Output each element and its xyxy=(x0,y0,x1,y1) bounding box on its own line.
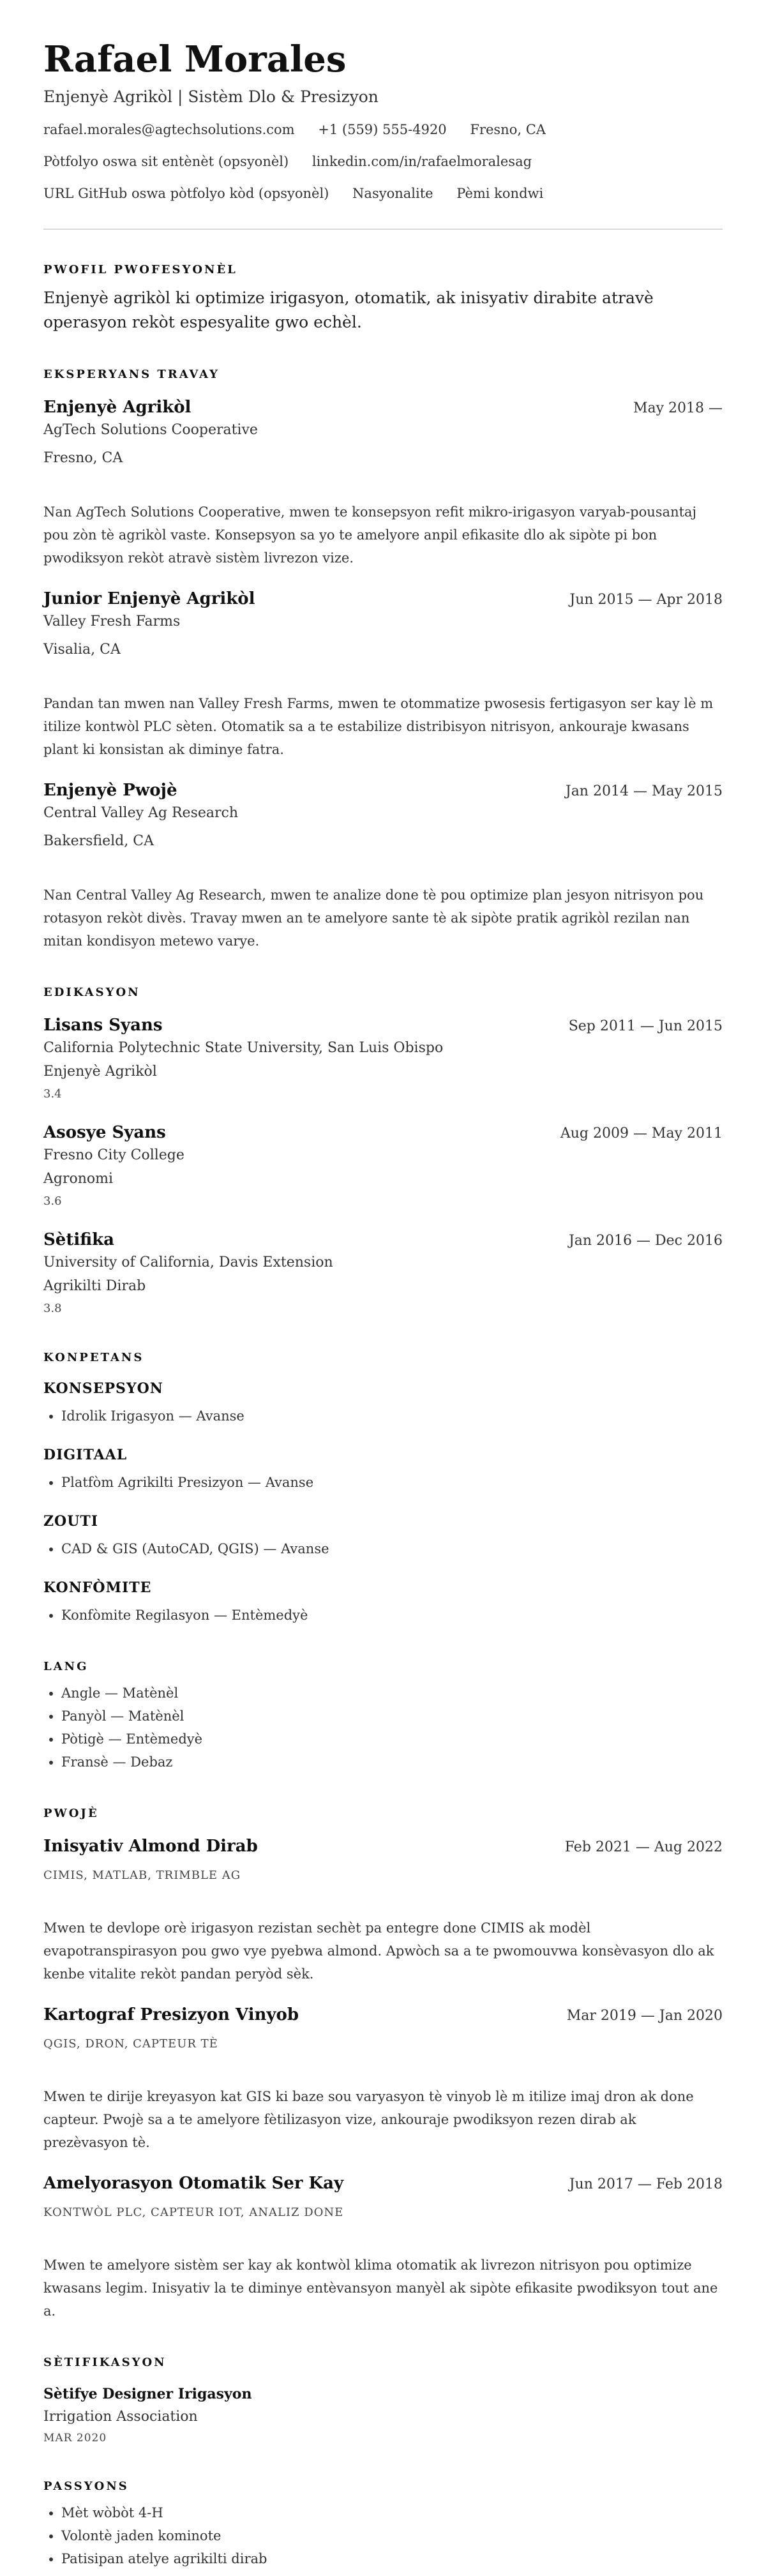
contact-location: Fresno, CA xyxy=(470,122,546,137)
project-description: Mwen te dirije kreyasyon kat GIS ki baze sou varyasyon tè vinyob lè m itilize imaj dron ak done capteur. Pwojè sa a te amelyore fètilizasyon vize, ankouraje pwodiksyon rezen dirab ak prezèvasyon tè. xyxy=(43,2089,694,2150)
job-dates: May 2018 — xyxy=(633,400,723,416)
contact-email[interactable]: rafael.morales@agtechsolutions.com xyxy=(43,122,295,137)
contact-portfolio[interactable]: Pòtfolyo oswa sit entènèt (opsyonèl) xyxy=(43,154,289,169)
skill-list xyxy=(43,1604,723,1627)
gpa: 3.4 xyxy=(43,1087,62,1101)
projects-section-title: PWOJÈ xyxy=(43,1807,99,1820)
project-dates: Mar 2019 — Jan 2020 xyxy=(566,2008,723,2024)
certifications-section-title: SÈTIFIKASYON xyxy=(43,2356,167,2369)
project-entry xyxy=(43,2003,723,2154)
certification-date: MAR 2020 xyxy=(43,2432,107,2444)
gpa: 3.6 xyxy=(43,1194,62,1208)
job-location: Fresno, CA xyxy=(43,450,123,466)
job-title: Enjenyè Agrikòl xyxy=(43,398,192,417)
education-dates: Jan 2016 — Dec 2016 xyxy=(568,1233,723,1249)
profile-section-title: PWOFIL PWOFESYONÈL xyxy=(43,263,237,276)
job-description: Nan AgTech Solutions Cooperative, mwen te konsepsyon refit mikro-irigasyon varyab-pousantaj pou zòn tè agrikòl vaste. Konsepsyon sa yo te amelyore anpil efikasite dlo ak sipòte pi bon pwodiksyon rekòt atravè sistèm livrezon vize. xyxy=(43,504,697,566)
skill-list xyxy=(43,1405,723,1427)
education-section-title: EDIKASYON xyxy=(43,986,140,999)
contact-row-3 xyxy=(43,184,723,203)
contact-drivers-license: Pèmi kondwi xyxy=(456,186,544,201)
job-location: Bakersfield, CA xyxy=(43,833,154,849)
job-location: Visalia, CA xyxy=(43,642,121,658)
job-company: AgTech Solutions Cooperative xyxy=(43,422,258,438)
project-dates: Jun 2017 — Feb 2018 xyxy=(569,2176,723,2192)
contact-nationality: Nasyonalite xyxy=(352,186,433,201)
hobby-item: • Volontè jaden kominote xyxy=(61,2524,723,2547)
experience-entry xyxy=(43,779,723,953)
contact-phone[interactable]: +1 (559) 555-4920 xyxy=(318,122,447,137)
experience-section-title: EKSPERYANS TRAVAY xyxy=(43,368,220,381)
language-list xyxy=(43,1682,723,1774)
certification-name: Sètifye Designer Irigasyon xyxy=(43,2386,252,2402)
candidate-name: Rafael Morales xyxy=(43,38,347,80)
job-title: Enjenyè Pwojè xyxy=(43,781,177,800)
school-name: University of California, Davis Extension xyxy=(43,1254,333,1270)
project-entry xyxy=(43,2172,723,2323)
job-description: Nan Central Valley Ag Research, mwen te analize done tè pou optimize plan jesyon nitrisyon pou rotasyon rekòt divès. Travay mwen an te amelyore sante tè ak sipòte pratik agrikòl rezilan nan mitan kondisyon metewo varye. xyxy=(43,887,704,949)
contact-row-2 xyxy=(43,152,723,171)
project-tech: QGIS, DRON, CAPTEUR TÈ xyxy=(43,2037,218,2051)
education-entry xyxy=(43,1228,723,1318)
degree-name: Lisans Syans xyxy=(43,1016,163,1035)
skill-item: • CAD & GIS (AutoCAD, QGIS) — Avanse xyxy=(61,1537,723,1560)
candidate-headline: Enjenyè Agrikòl | Sistèm Dlo & Presizyon xyxy=(43,87,379,106)
job-title: Junior Enjenyè Agrikòl xyxy=(43,589,255,608)
skill-item: • Konfòmite Regilasyon — Entèmedyè xyxy=(61,1604,723,1627)
project-name: Kartograf Presizyon Vinyob xyxy=(43,2005,299,2024)
skills-section-title: KONPETANS xyxy=(43,1351,144,1364)
field-of-study: Enjenyè Agrikòl xyxy=(43,1064,157,1080)
field-of-study: Agronomi xyxy=(43,1171,114,1187)
skill-item: • Idrolik Irigasyon — Avanse xyxy=(61,1405,723,1427)
experience-entry xyxy=(43,587,723,761)
job-company: Valley Fresh Farms xyxy=(43,614,181,629)
skill-category: ZOUTI xyxy=(43,1513,99,1530)
hobbies-section-title: PASSYONS xyxy=(43,2480,129,2493)
project-description: Mwen te devlope orè irigasyon rezistan sechèt pa entegre done CIMIS ak modèl evapotranspirasyon pou gwo vye pyebwa almond. Apwòch sa a te pwomouvwa konsèvasyon dlo ak kenbe vitalite rekòt pandan peryòd sèk. xyxy=(43,1920,714,1982)
school-name: Fresno City College xyxy=(43,1147,184,1163)
project-name: Amelyorasyon Otomatik Ser Kay xyxy=(43,2174,344,2193)
education-entry xyxy=(43,1121,723,1210)
job-company: Central Valley Ag Research xyxy=(43,805,239,821)
degree-name: Asosye Syans xyxy=(43,1123,166,1142)
skill-item: • Platfòm Agrikilti Presizyon — Avanse xyxy=(61,1471,723,1494)
gpa: 3.8 xyxy=(43,1302,62,1315)
project-tech: CIMIS, MATLAB, TRIMBLE AG xyxy=(43,1869,241,1882)
project-dates: Feb 2021 — Aug 2022 xyxy=(564,1839,723,1855)
skill-category: DIGITAAL xyxy=(43,1447,128,1463)
language-item: • Angle — Matènèl xyxy=(61,1682,723,1705)
certification-issuer: Irrigation Association xyxy=(43,2409,198,2425)
contact-linkedin[interactable]: linkedin.com/in/rafaelmoralesag xyxy=(312,154,532,169)
degree-name: Sètifika xyxy=(43,1230,114,1249)
education-dates: Sep 2011 — Jun 2015 xyxy=(568,1018,723,1034)
language-item: • Fransè — Debaz xyxy=(61,1751,723,1774)
job-dates: Jan 2014 — May 2015 xyxy=(565,783,723,799)
skill-list xyxy=(43,1537,723,1560)
language-item: • Pòtigè — Entèmedyè xyxy=(61,1728,723,1751)
contact-github[interactable]: URL GitHub oswa pòtfolyo kòd (opsyonèl) xyxy=(43,186,329,201)
header-divider xyxy=(43,229,723,230)
education-dates: Aug 2009 — May 2011 xyxy=(560,1126,723,1141)
skill-list xyxy=(43,1471,723,1494)
project-entry xyxy=(43,1835,723,1985)
project-tech: KONTWÒL PLC, CAPTEUR IOT, ANALIZ DONE xyxy=(43,2206,344,2219)
skill-category: KONFÒMITE xyxy=(43,1579,152,1596)
contact-row-1 xyxy=(43,120,723,139)
field-of-study: Agrikilti Dirab xyxy=(43,1278,146,1294)
hobby-item: • Patisipan atelye agrikilti dirab xyxy=(61,2547,723,2570)
experience-entry xyxy=(43,396,723,569)
skill-category: KONSEPSYON xyxy=(43,1380,163,1397)
job-dates: Jun 2015 — Apr 2018 xyxy=(569,592,723,608)
project-name: Inisyativ Almond Dirab xyxy=(43,1837,258,1856)
education-entry xyxy=(43,1014,723,1103)
language-item: • Panyòl — Matènèl xyxy=(61,1705,723,1728)
hobby-item: • Mèt wòbòt 4-H xyxy=(61,2501,723,2524)
languages-section-title: LANG xyxy=(43,1660,89,1673)
job-description: Pandan tan mwen nan Valley Fresh Farms, mwen te otommatize pwosesis fertigasyon ser kay lè m itilize kontwòl PLC sèten. Otomatik sa a te estabilize distribisyon nitrisyon, ankouraje kwasans plant ki konsistan ak diminye fatra. xyxy=(43,696,714,757)
project-description: Mwen te amelyore sistèm ser kay ak kontwòl klima otomatik ak livrezon nitrisyon pou optimize kwasans legim. Inisyativ la te diminye entèvansyon manyèl ak sipòte efikasite pwodiksyon tout ane a. xyxy=(43,2257,718,2319)
school-name: California Polytechnic State University, San Luis Obispo xyxy=(43,1040,444,1056)
hobby-list xyxy=(43,2501,723,2570)
profile-summary: Enjenyè agrikòl ki optimize irigasyon, otomatik, ak inisyativ dirabite atravè operasyon rekòt espesyalite gwo echèl. xyxy=(43,289,654,331)
